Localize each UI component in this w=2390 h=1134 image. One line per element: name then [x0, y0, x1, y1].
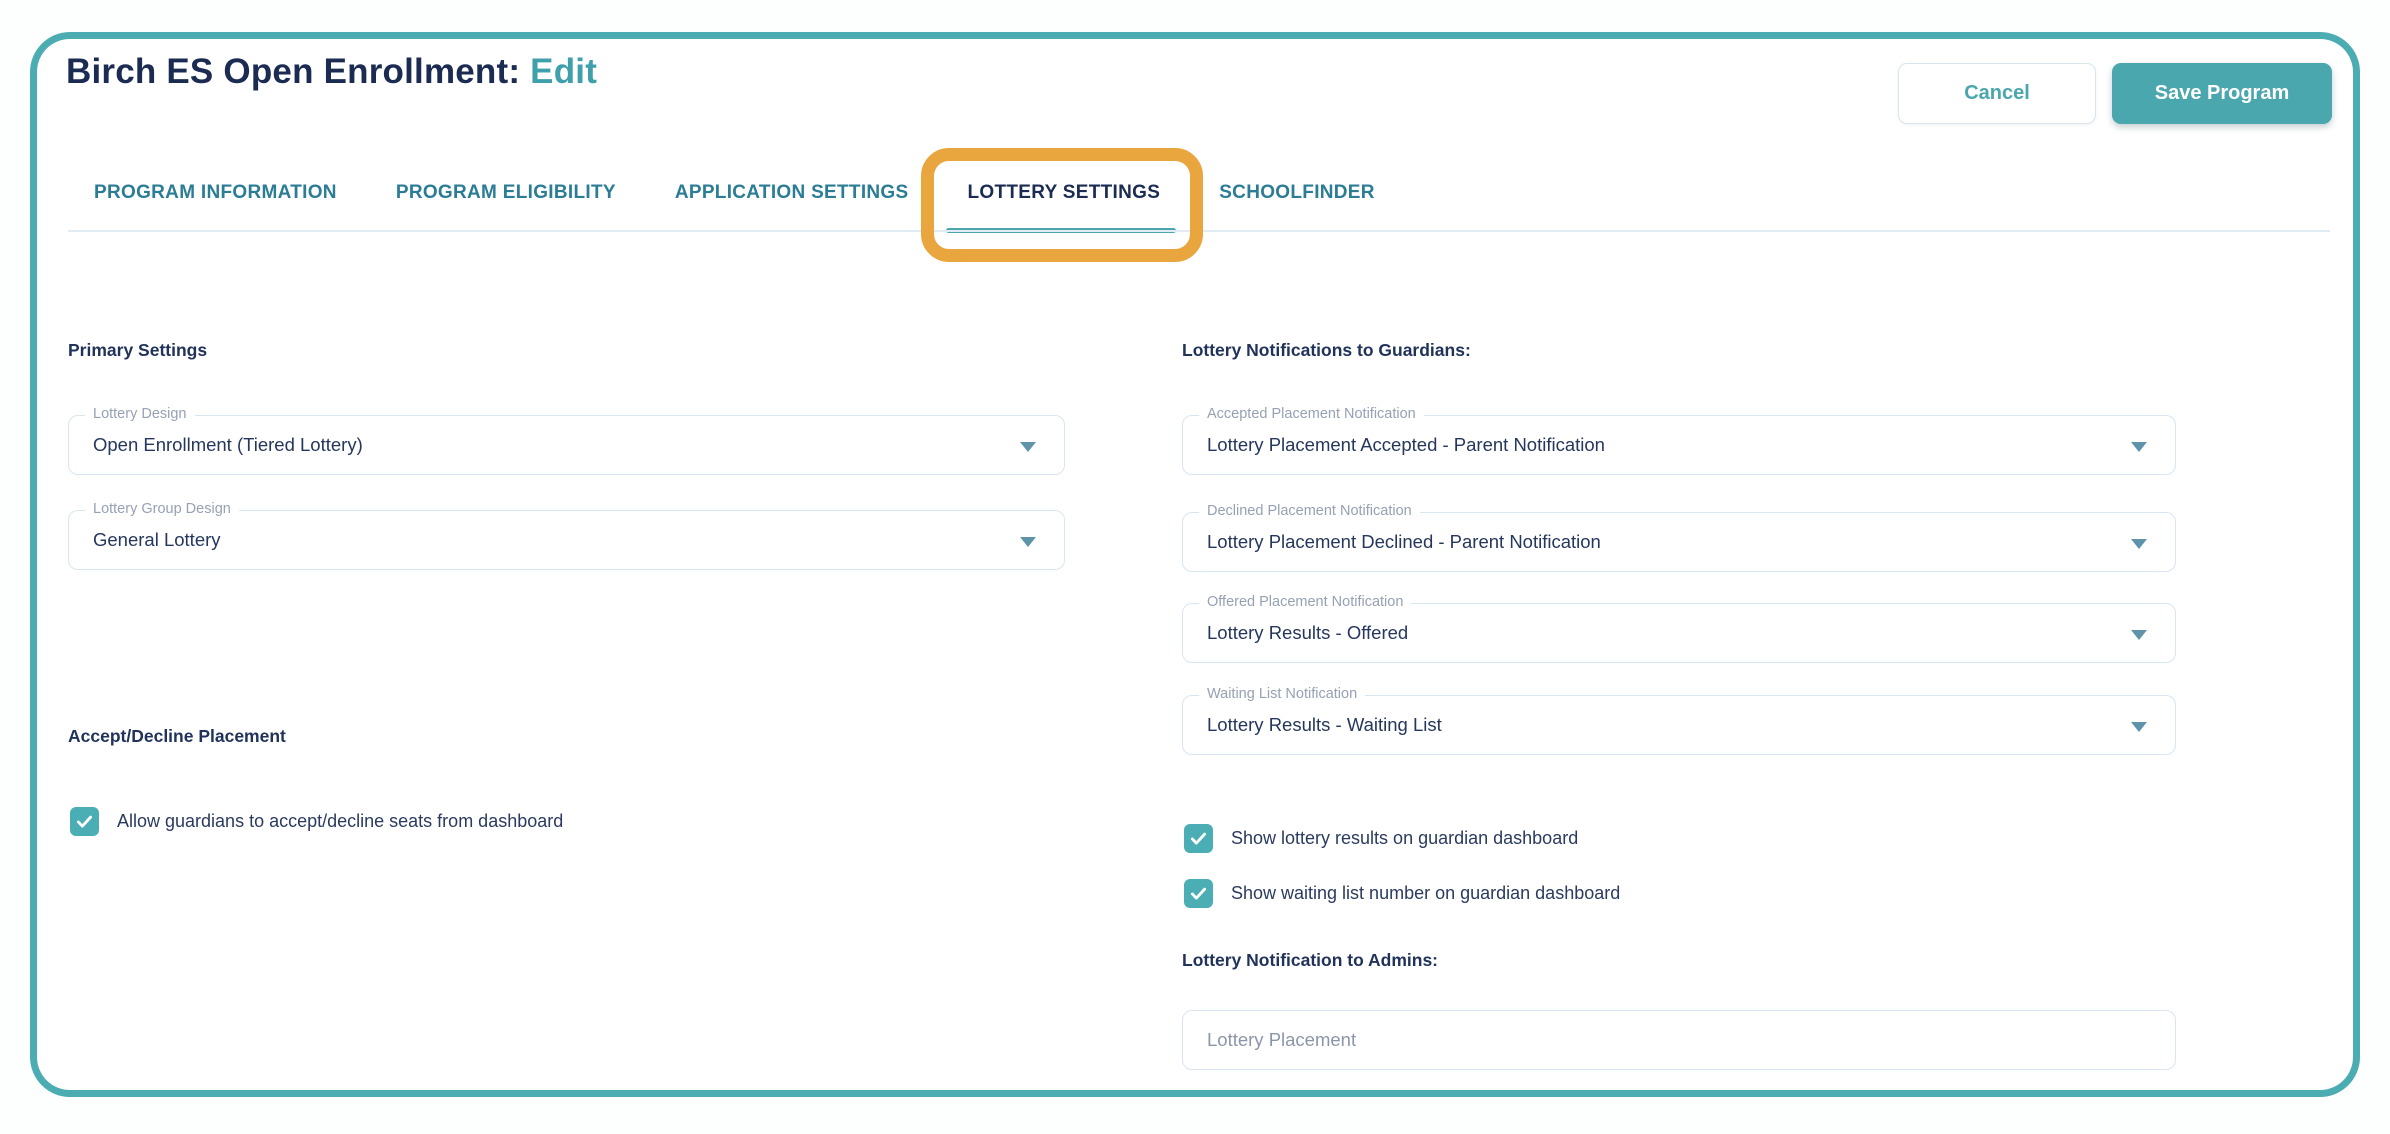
- show-lottery-results-label: Show lottery results on guardian dashboard: [1231, 828, 1579, 848]
- page-title-mode: Edit: [530, 52, 598, 91]
- show-lottery-results-checkbox[interactable]: [1184, 824, 1213, 853]
- tab-program-eligibility[interactable]: PROGRAM ELIGIBILITY: [395, 182, 616, 203]
- declined-placement-notification-select[interactable]: [1182, 503, 2176, 572]
- allow-accept-decline-checkbox[interactable]: [70, 807, 99, 836]
- chevron-down-icon: [2131, 722, 2147, 732]
- checkmark-icon: [1188, 883, 1209, 904]
- cancel-button[interactable]: Cancel: [1898, 63, 2096, 124]
- waiting-list-notification-label: Waiting List Notification: [1199, 686, 1365, 702]
- tab-divider: [68, 230, 2330, 232]
- chevron-down-icon: [2131, 442, 2147, 452]
- highlight-annotation-box: [921, 148, 1204, 262]
- chevron-down-icon: [2131, 630, 2147, 640]
- tab-application-settings[interactable]: APPLICATION SETTINGS: [674, 182, 909, 203]
- offered-placement-notification-value: Lottery Results - Offered: [1207, 622, 1409, 643]
- declined-placement-notification-label: Declined Placement Notification: [1199, 503, 1420, 519]
- admin-notification-field-wrap: [1182, 1010, 2176, 1070]
- show-waiting-list-row: [1184, 879, 1620, 908]
- checkmark-icon: [1188, 828, 1209, 849]
- accepted-placement-notification-select[interactable]: [1182, 406, 2176, 475]
- chevron-down-icon: [1020, 537, 1036, 547]
- tab-lottery-settings[interactable]: [968, 182, 1161, 204]
- tab-bar: [94, 182, 1375, 204]
- waiting-list-notification-value: Lottery Results - Waiting List: [1207, 714, 1442, 735]
- save-program-button[interactable]: Save Program: [2112, 63, 2332, 124]
- accept-decline-heading: Accept/Decline Placement: [68, 726, 286, 746]
- lottery-group-design-select[interactable]: [68, 501, 1065, 570]
- admin-notifications-heading: Lottery Notification to Admins:: [1182, 950, 1439, 970]
- waiting-list-notification-select[interactable]: [1182, 686, 2176, 755]
- program-edit-card: [30, 32, 2360, 1097]
- page-title-text: Birch ES Open Enrollment:: [66, 52, 521, 91]
- accepted-placement-notification-label: Accepted Placement Notification: [1199, 406, 1424, 422]
- lottery-design-value: Open Enrollment (Tiered Lottery): [93, 434, 363, 455]
- offered-placement-notification-label: Offered Placement Notification: [1199, 594, 1411, 610]
- chevron-down-icon: [1020, 442, 1036, 452]
- checkmark-icon: [74, 811, 95, 832]
- tab-lottery-settings-label: LOTTERY SETTINGS: [967, 182, 1161, 203]
- primary-settings-heading: Primary Settings: [68, 340, 208, 360]
- allow-accept-decline-row: [70, 807, 563, 836]
- declined-placement-notification-value: Lottery Placement Declined - Parent Notification: [1207, 531, 1601, 552]
- lottery-design-select[interactable]: [68, 406, 1065, 475]
- show-lottery-results-row: [1184, 824, 1578, 853]
- lottery-group-design-value: General Lottery: [93, 529, 221, 550]
- chevron-down-icon: [2131, 539, 2147, 549]
- page-title: [66, 52, 597, 92]
- lottery-group-design-label: Lottery Group Design: [85, 501, 239, 517]
- show-waiting-list-label: Show waiting list number on guardian dashboard: [1231, 883, 1621, 903]
- tab-program-information[interactable]: PROGRAM INFORMATION: [94, 182, 337, 203]
- accepted-placement-notification-value: Lottery Placement Accepted - Parent Notification: [1207, 434, 1605, 455]
- lottery-design-label: Lottery Design: [85, 406, 195, 422]
- offered-placement-notification-select[interactable]: [1182, 594, 2176, 663]
- tab-schoolfinder[interactable]: SCHOOLFINDER: [1219, 182, 1375, 203]
- allow-accept-decline-label: Allow guardians to accept/decline seats from dashboard: [117, 811, 564, 831]
- show-waiting-list-checkbox[interactable]: [1184, 879, 1213, 908]
- admin-notification-input[interactable]: [1182, 1010, 2176, 1070]
- guardian-notifications-heading: Lottery Notifications to Guardians:: [1182, 340, 1471, 360]
